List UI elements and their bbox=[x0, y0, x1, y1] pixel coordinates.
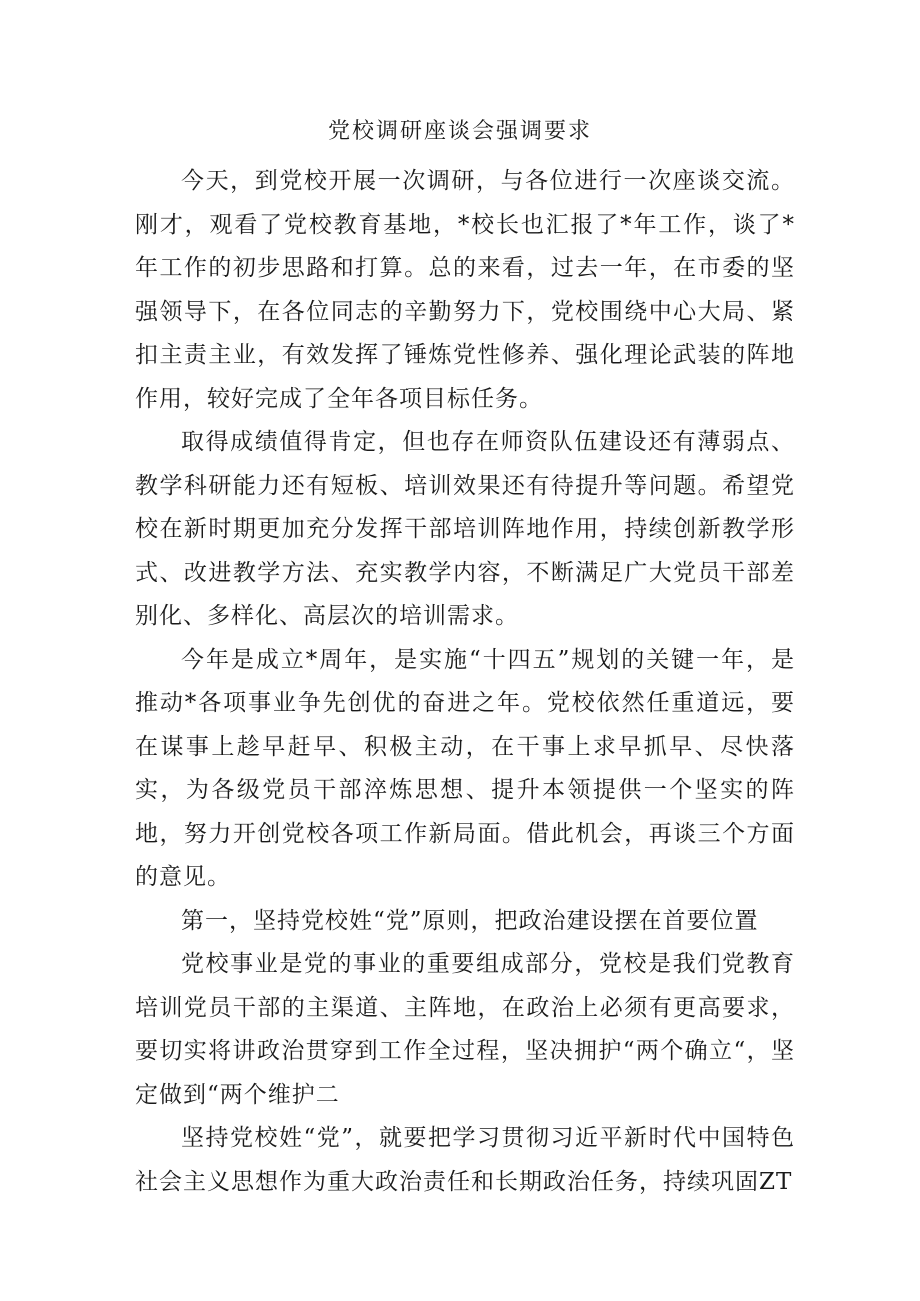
document-body bbox=[135, 160, 795, 1204]
section-heading-1: 第一，坚持党校姓“党”原则，把政治建设摆在首要位置 bbox=[181, 907, 759, 934]
document-title: 党校调研座谈会强调要求 bbox=[327, 119, 592, 144]
paragraph-2: 取得成绩值得肯定，但也存在师资队伍建设还有薄弱点、教学科研能力还有短板、培训效果还有待提升等问题。希望党校在新时期更加充分发挥干部培训阵地作用，持续创新教学形式、改进教学方法、充实教学内容，不断满足广大党员干部差别化、多样化、高层次的培训需求。 bbox=[135, 429, 795, 629]
paragraph-5: 坚持党校姓“党”，就要把学习贯彻习近平新时代中国特色社会主义思想作为重大政治责任和长期政治任务，持续巩固ZT bbox=[135, 1125, 795, 1195]
paragraph-1: 今天，到党校开展一次调研，与各位进行一次座谈交流。刚才，观看了党校教育基地，*校长也汇报了*年工作，谈了*年工作的初步思路和打算。总的来看，过去一年，在市委的坚强领导下，在各位同志的辛勤努力下，党校围绕中心大局、紧扣主责主业，有效发挥了锤炼党性修养、强化理论武装的阵地作用，较好完成了全年各项目标任务。 bbox=[135, 168, 795, 412]
paragraph-4: 党校事业是党的事业的重要组成部分，党校是我们党教育培训党员干部的主渠道、主阵地，在政治上必须有更高要求，要切实将讲政治贯穿到工作全过程，坚决拥护“两个确立“，坚定做到“两个维护二 bbox=[135, 951, 795, 1108]
paragraph-3: 今年是成立*周年，是实施“十四五”规划的关键一年，是推动*各项事业争先创优的奋进之年。党校依然任重道远，要在谋事上趁早赶早、积极主动，在干事上求早抓早、尽快落实，为各级党员干部淬炼思想、提升本领提供一个坚实的阵地，努力开创党校各项工作新局面。借此机会，再谈三个方面的意见。 bbox=[135, 646, 795, 890]
